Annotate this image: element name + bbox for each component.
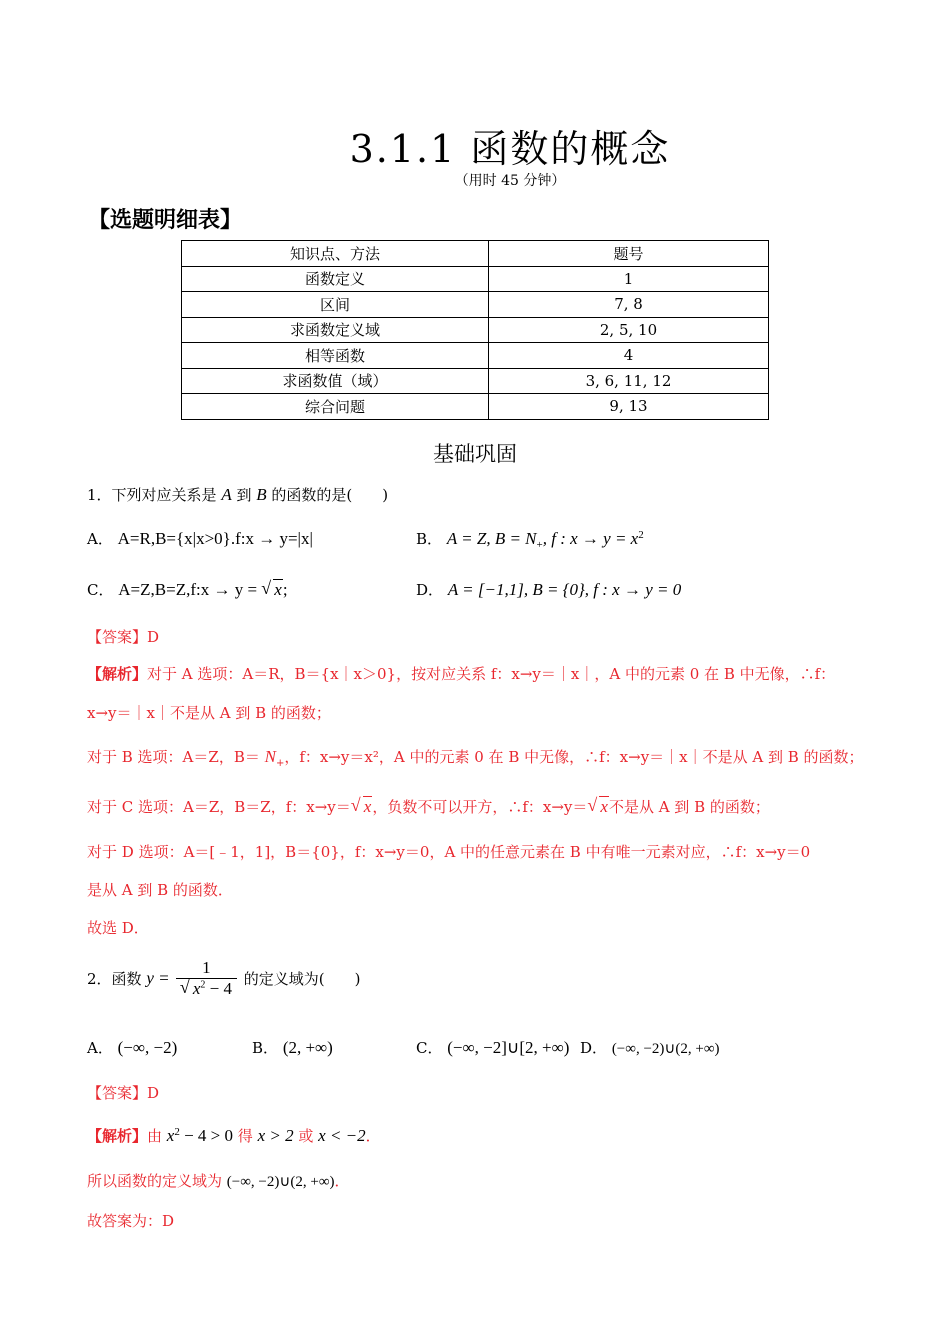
radicand-rest: − 4 (205, 979, 232, 998)
analysis-tag: 【解析】 (87, 665, 148, 683)
option-text: A = [−1,1], B = {0}, f : x → y = 0 (447, 580, 682, 599)
option-label: A． (87, 530, 113, 548)
q1-answer: 【答案】D (87, 628, 160, 646)
q2-analysis-line-2 (87, 1170, 350, 1191)
option-text: (−∞, −2]∪[2, +∞) (447, 1038, 570, 1057)
q1-analysis-line-7: 故选 D． (87, 919, 149, 937)
q1-stem-text: 1．下列对应关系是 (87, 486, 222, 504)
table-header-cell: 知识点、方法 (182, 241, 489, 267)
table-header-cell: 题号 (489, 241, 769, 267)
option-text: A = Z, B = N (446, 529, 537, 548)
option-subscript: + (536, 539, 543, 551)
q1-option-d (416, 579, 681, 600)
analysis-text-3: 或 (293, 1127, 319, 1145)
table-row (182, 317, 769, 343)
table-cell: 3, 6, 11, 12 (489, 368, 769, 394)
table-row (182, 394, 769, 420)
option-label: C． (416, 1039, 443, 1057)
option-superscript: 2 (638, 529, 644, 541)
q1-option-a (87, 528, 313, 549)
table-cell: 7, 8 (489, 292, 769, 318)
table-row (182, 368, 769, 394)
analysis-math-3: x > 2 (257, 1126, 294, 1145)
q1-analysis-line-1 (87, 663, 835, 684)
analysis-text-4: ． (365, 1127, 381, 1145)
option-text: (−∞, −2)∪(2, +∞) (611, 1041, 720, 1057)
analysis-math: x (166, 1126, 175, 1145)
fraction-denominator (176, 979, 237, 999)
q1-set-b: B (256, 485, 267, 504)
table-row (182, 343, 769, 369)
q2-fraction (176, 958, 237, 999)
table-header-row (182, 241, 769, 267)
q2-y-eq: y = (146, 968, 174, 988)
question-2-stem (87, 958, 360, 999)
q2-option-c (416, 1037, 569, 1058)
option-text: (2, +∞) (282, 1038, 333, 1057)
option-text: A=R,B={x|x>0}.f:x → y=|x| (117, 529, 313, 548)
analysis-text-2: ． (334, 1172, 350, 1190)
analysis-tag: 【解析】 (87, 1127, 148, 1145)
sqrt-symbol (351, 797, 373, 817)
q2-option-a (87, 1037, 177, 1058)
analysis-text-2: ，f：x→y＝x²，A 中的元素 0 在 B 中无像，∴f：x→y＝｜x｜不是从 A 到 B 的函数； (284, 748, 864, 766)
table-row (182, 292, 769, 318)
q1-to-text: 到 (231, 486, 257, 504)
analysis-text: 对于 B 选项：A＝Z，B＝ (87, 748, 265, 766)
option-label: D． (580, 1039, 608, 1057)
analysis-subscript: + (275, 758, 285, 769)
section-title-basic: 基础巩固 (433, 442, 517, 466)
table-row (182, 266, 769, 292)
analysis-math: N (264, 747, 276, 766)
option-label: D． (416, 581, 444, 599)
table-cell: 1 (489, 266, 769, 292)
analysis-text: 对于 A 选项：A＝R，B＝{x｜x＞0}，按对应关系 f：x→y＝｜x｜，A 中的元素 0 在 B 中无像，∴f： (147, 665, 836, 683)
table-cell: 区间 (182, 292, 489, 318)
table-cell: 综合问题 (182, 394, 489, 420)
analysis-text-2: 得 (233, 1127, 258, 1145)
sqrt-symbol (587, 797, 609, 817)
radicand-var: x (192, 979, 201, 998)
q2-stem-text: 2．函数 (87, 970, 147, 988)
table-cell: 求函数定义域 (182, 317, 489, 343)
option-text-end: ; (282, 580, 288, 599)
analysis-math-4: x < −2 (318, 1126, 366, 1145)
page-title: 3.1.1 函数的概念 (349, 127, 671, 171)
question-1-stem (87, 484, 388, 505)
sqrt-symbol (261, 580, 283, 600)
sqrt-symbol (180, 979, 233, 999)
option-label: C． (87, 581, 114, 599)
analysis-math: (−∞, −2)∪(2, +∞) (226, 1174, 335, 1190)
q2-stem-end: 的定义域为( ) (238, 970, 361, 988)
radicand (192, 978, 233, 998)
analysis-text: 由 (147, 1127, 167, 1145)
table-cell: 4 (489, 343, 769, 369)
q1-analysis-line-4 (87, 796, 770, 817)
q1-analysis-line-3 (87, 746, 864, 769)
option-label: A． (87, 1039, 113, 1057)
table-cell: 9, 13 (489, 394, 769, 420)
analysis-text-3: 不是从 A 到 B 的函数； (608, 798, 770, 816)
q2-option-b (252, 1037, 333, 1058)
fraction-numerator: 1 (176, 958, 237, 979)
option-label: B． (416, 530, 443, 548)
table-cell: 相等函数 (182, 343, 489, 369)
analysis-text-2: ，负数不可以开方，∴f：x→y＝ (372, 798, 588, 816)
topic-table (181, 240, 769, 420)
analysis-superscript: 2 (174, 1126, 180, 1138)
table-cell: 2, 5, 10 (489, 317, 769, 343)
q2-analysis-line-3: 故答案为：D (87, 1212, 175, 1230)
q1-analysis-line-2: x→y＝｜x｜不是从 A 到 B 的函数； (87, 704, 331, 722)
radicand: x (363, 797, 372, 816)
q1-option-c (87, 579, 288, 600)
q1-analysis-line-6: 是从 A 到 B 的函数． (87, 881, 233, 899)
radicand-exp: 2 (200, 979, 206, 991)
q2-answer: 【答案】D (87, 1084, 160, 1102)
q2-option-d (580, 1037, 720, 1058)
section-heading: 【选题明细表】 (88, 207, 243, 233)
option-text-2: , f : x → y = x (542, 529, 639, 548)
q1-analysis-line-5: 对于 D 选项：A＝[﹣1，1]，B＝{0}，f：x→y＝0，A 中的任意元素在 B 中有唯一元素对应，∴f：x→y＝0 (87, 843, 811, 861)
analysis-text: 对于 C 选项：A＝Z，B＝Z，f：x→y＝ (87, 798, 351, 816)
time-note: （用时 45 分钟） (454, 173, 566, 189)
table-cell: 函数定义 (182, 266, 489, 292)
q1-option-b (416, 528, 644, 551)
analysis-text: 所以函数的定义域为 (87, 1172, 227, 1190)
radicand: x (600, 797, 608, 816)
q1-stem-end: 的函数的是( ) (266, 486, 389, 504)
table-cell: 求函数值（域） (182, 368, 489, 394)
q1-set-a: A (221, 485, 232, 504)
radicand: x (274, 580, 282, 599)
q2-analysis-line-1 (87, 1125, 381, 1146)
option-text: A=Z,B=Z,f:x → y = (118, 580, 262, 599)
analysis-math-2: − 4 > 0 (179, 1126, 234, 1145)
option-text: (−∞, −2) (117, 1038, 178, 1057)
option-label: B． (252, 1039, 279, 1057)
